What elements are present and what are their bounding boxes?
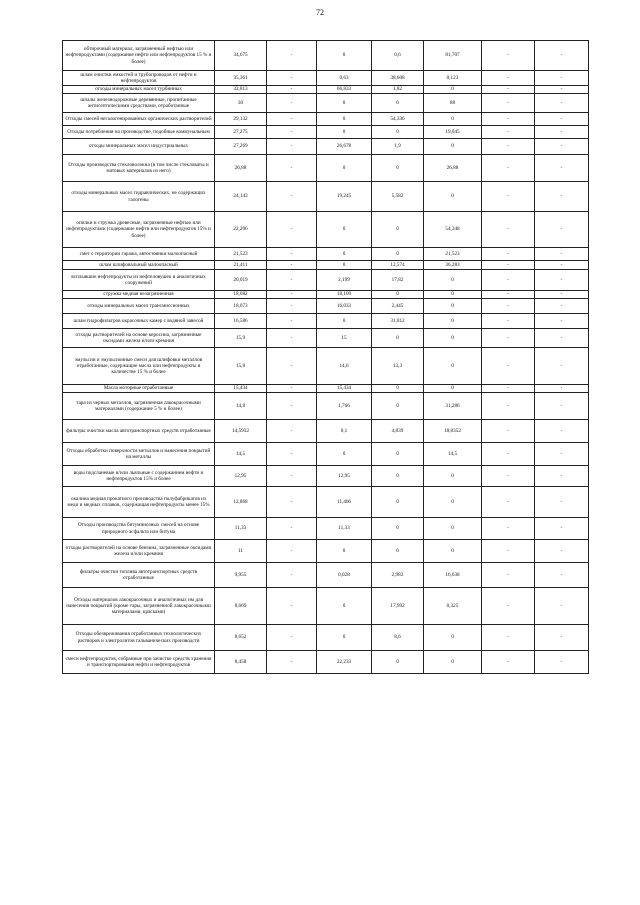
value-cell: 18,8352 [424, 420, 482, 443]
table-row [63, 86, 589, 94]
value-cell: - [482, 487, 535, 518]
value-cell: - [267, 126, 317, 139]
value-cell: - [535, 348, 589, 385]
value-cell: 27,275 [215, 126, 267, 139]
value-cell: 0 [317, 41, 372, 71]
value-cell: 36,283 [424, 261, 482, 270]
value-cell: - [482, 314, 535, 329]
waste-name-cell: Масла моторные отработанные [63, 385, 215, 393]
value-cell: 15,434 [215, 385, 267, 393]
waste-name-cell: Отходы обезвреживания отработанных технологических растворов и электролитов гальванических производств [63, 625, 215, 651]
table-row [63, 41, 589, 71]
table-row [63, 348, 589, 385]
value-cell: 0 [424, 113, 482, 126]
value-cell: 16,586 [215, 314, 267, 329]
value-cell: - [482, 248, 535, 261]
waste-name-cell: Отходы обработки поверхности металлов и нанесения покрытий на металлы [63, 443, 215, 466]
value-cell: 0 [372, 385, 424, 393]
waste-table [62, 40, 589, 674]
value-cell: 0 [424, 651, 482, 674]
value-cell: - [535, 248, 589, 261]
value-cell: 0 [424, 329, 482, 348]
value-cell: - [482, 588, 535, 625]
value-cell: - [482, 155, 535, 182]
value-cell: 0 [372, 155, 424, 182]
value-cell: 0 [317, 126, 372, 139]
value-cell: 19,245 [317, 182, 372, 212]
value-cell: - [535, 71, 589, 86]
value-cell: - [535, 182, 589, 212]
value-cell: 22,233 [317, 651, 372, 674]
table-row [63, 563, 589, 588]
table-row [63, 540, 589, 563]
table-row [63, 113, 589, 126]
value-cell: 0 [317, 248, 372, 261]
value-cell: 0 [424, 182, 482, 212]
value-cell: - [535, 155, 589, 182]
value-cell: - [267, 393, 317, 420]
value-cell: 0 [317, 443, 372, 466]
value-cell: - [267, 113, 317, 126]
value-cell: 0,028 [317, 563, 372, 588]
value-cell: 18,109 [317, 291, 372, 299]
waste-name-cell: опилки и стружка древесные, загрязненные нефтью или нефтепродуктами (содержание нефти или нефтепродуктов 15% и более) [63, 212, 215, 248]
value-cell: - [535, 540, 589, 563]
table-row [63, 261, 589, 270]
table-row [63, 385, 589, 393]
value-cell: - [482, 113, 535, 126]
value-cell: - [535, 86, 589, 94]
value-cell: 0 [372, 248, 424, 261]
waste-name-cell: смет с территории гаража, автостоянки малоопасный [63, 248, 215, 261]
value-cell: - [482, 139, 535, 155]
table-row [63, 248, 589, 261]
value-cell: 0 [372, 487, 424, 518]
value-cell: 15,9 [215, 329, 267, 348]
value-cell: 0 [424, 314, 482, 329]
value-cell: - [482, 563, 535, 588]
value-cell: 21,523 [424, 248, 482, 261]
value-cell: 31,812 [372, 314, 424, 329]
value-cell: 0 [372, 518, 424, 540]
value-cell: - [482, 86, 535, 94]
value-cell: - [482, 261, 535, 270]
value-cell: - [482, 420, 535, 443]
value-cell: 18,082 [215, 291, 267, 299]
value-cell: 29,132 [215, 113, 267, 126]
value-cell: 26,88 [215, 155, 267, 182]
value-cell: - [482, 299, 535, 314]
table-row [63, 71, 589, 86]
waste-name-cell: фильтры очистки топлива автотранспортных средств отработанные [63, 563, 215, 588]
value-cell: 0 [372, 291, 424, 299]
value-cell: 0 [424, 139, 482, 155]
value-cell: - [535, 291, 589, 299]
value-cell: - [535, 563, 589, 588]
value-cell: 14,8 [215, 393, 267, 420]
page-number: 72 [316, 8, 324, 17]
value-cell: 15 [317, 329, 372, 348]
value-cell: 1,9 [372, 139, 424, 155]
value-cell: 0,123 [424, 71, 482, 86]
value-cell: - [267, 443, 317, 466]
value-cell: - [482, 540, 535, 563]
table-row [63, 518, 589, 540]
value-cell: - [267, 466, 317, 487]
table-row [63, 139, 589, 155]
value-cell: 0,63 [317, 71, 372, 86]
value-cell: - [482, 348, 535, 385]
value-cell: - [535, 420, 589, 443]
value-cell: 0 [424, 518, 482, 540]
value-cell: - [482, 385, 535, 393]
value-cell: 8,652 [215, 625, 267, 651]
value-cell: - [267, 588, 317, 625]
value-cell: 0 [424, 540, 482, 563]
waste-name-cell: Отходы производства битуминозных смесей на основе природного асфальта или битума [63, 518, 215, 540]
value-cell: 0 [424, 625, 482, 651]
waste-name-cell: тара из черных металлов, загрязненная лакокрасочными материалами (содержание 5 % и более) [63, 393, 215, 420]
waste-name-cell: воды подсланевые и/или льяльные с содержанием нефти и нефтепродуктов 15% и более [63, 466, 215, 487]
value-cell: 0 [424, 270, 482, 291]
value-cell: 0 [317, 113, 372, 126]
waste-name-cell: шлам очистки емкостей и трубопроводов от нефти и нефтепродуктов [63, 71, 215, 86]
value-cell: 0 [424, 291, 482, 299]
value-cell: 0 [317, 540, 372, 563]
value-cell: - [535, 466, 589, 487]
value-cell: 9,955 [215, 563, 267, 588]
value-cell: 12,95 [317, 466, 372, 487]
value-cell: - [267, 625, 317, 651]
value-cell: 0 [317, 314, 372, 329]
value-cell: 0 [317, 625, 372, 651]
value-cell: 16,638 [424, 563, 482, 588]
value-cell: 0 [372, 126, 424, 139]
waste-name-cell: Отходы производства стекловолокна (в том числе стекловаты и матовых материалов из него) [63, 155, 215, 182]
waste-name-cell: отходы растворителей на основе керосина, загрязненные оксидами железа и/или кремния [63, 329, 215, 348]
table-row [63, 212, 589, 248]
value-cell: 0 [317, 155, 372, 182]
value-cell: 88 [424, 94, 482, 113]
value-cell: 26,88 [424, 155, 482, 182]
value-cell: - [267, 261, 317, 270]
waste-name-cell: отходы минеральных масел турбинных [63, 86, 215, 94]
value-cell: - [267, 41, 317, 71]
value-cell: 0 [372, 466, 424, 487]
table-row [63, 270, 589, 291]
waste-name-cell: эмульсии и эмульсионные смеси для шлифовки металлов отработанные, содержащие масла или нефтепродукты в количестве 15 % и более [63, 348, 215, 385]
value-cell: 0 [372, 651, 424, 674]
value-cell: 12,868 [215, 487, 267, 518]
waste-name-cell: отходы минеральных масел трансмиссионных [63, 299, 215, 314]
table-row [63, 182, 589, 212]
value-cell: - [535, 651, 589, 674]
value-cell: 21,523 [215, 248, 267, 261]
value-cell: - [267, 487, 317, 518]
value-cell: 5,582 [372, 182, 424, 212]
waste-name-cell: отходы растворителей на основе бензина, загрязненные оксидами железа и/или кремния [63, 540, 215, 563]
value-cell: 54,348 [424, 212, 482, 248]
value-cell: 0 [372, 443, 424, 466]
value-cell: 11 [215, 540, 267, 563]
value-cell: 14,5 [215, 443, 267, 466]
value-cell: 26,678 [317, 139, 372, 155]
value-cell: - [482, 625, 535, 651]
waste-name-cell: всплывшие нефтепродукты из нефтеловушек и аналогичных сооружений [63, 270, 215, 291]
value-cell: - [267, 329, 317, 348]
value-cell: - [535, 212, 589, 248]
value-cell: 0 [424, 86, 482, 94]
value-cell: - [482, 270, 535, 291]
table-row [63, 314, 589, 329]
value-cell: 2,199 [317, 270, 372, 291]
value-cell: - [535, 393, 589, 420]
value-cell: 11,33 [317, 518, 372, 540]
value-cell: - [267, 385, 317, 393]
value-cell: 81,707 [424, 41, 482, 71]
waste-name-cell: отходы минеральных масел гидравлических, не содержащих галогены [63, 182, 215, 212]
value-cell: 2,445 [372, 299, 424, 314]
value-cell: 21,411 [215, 261, 267, 270]
value-cell: 24,143 [215, 182, 267, 212]
value-cell: 14,5 [424, 443, 482, 466]
value-cell: 30 [215, 94, 267, 113]
value-cell: 1,82 [372, 86, 424, 94]
value-cell: - [535, 487, 589, 518]
value-cell: - [267, 348, 317, 385]
value-cell: 0 [424, 487, 482, 518]
value-cell: 15,8 [215, 348, 267, 385]
value-cell: 22,206 [215, 212, 267, 248]
value-cell: 15,434 [317, 385, 372, 393]
value-cell: 8,669 [215, 588, 267, 625]
value-cell: 0 [424, 385, 482, 393]
value-cell: - [482, 518, 535, 540]
value-cell: - [482, 651, 535, 674]
value-cell: 4,839 [372, 420, 424, 443]
value-cell: - [267, 651, 317, 674]
value-cell: 0 [372, 540, 424, 563]
value-cell: - [267, 314, 317, 329]
table-row [63, 466, 589, 487]
value-cell: - [482, 41, 535, 71]
waste-name-cell: Отходы материалов лакокрасочных и аналогичных им для нанесения покрытий (кроме тары, загрязненной лакокрасочными материалами, красками) [63, 588, 215, 625]
value-cell: 8,458 [215, 651, 267, 674]
value-cell: - [482, 393, 535, 420]
value-cell: - [535, 443, 589, 466]
waste-name-cell: отходы минеральных масел индустриальных [63, 139, 215, 155]
value-cell: 11,466 [317, 487, 372, 518]
table-row [63, 393, 589, 420]
value-cell: 14,6 [317, 348, 372, 385]
value-cell: - [535, 625, 589, 651]
table-row [63, 420, 589, 443]
value-cell: 16,033 [317, 299, 372, 314]
value-cell: - [535, 270, 589, 291]
table-row [63, 443, 589, 466]
value-cell: 0 [424, 299, 482, 314]
table-row [63, 155, 589, 182]
value-cell: 0 [424, 466, 482, 487]
value-cell: - [482, 182, 535, 212]
value-cell: - [267, 299, 317, 314]
waste-name-cell: шлам гидрофильтров окрасочных камер с водяной завесой [63, 314, 215, 329]
value-cell: - [267, 155, 317, 182]
value-cell: - [267, 248, 317, 261]
waste-name-cell: фильтры очистки масла автотранспортных средств отработанные [63, 420, 215, 443]
value-cell: - [267, 291, 317, 299]
value-cell: 12,574 [372, 261, 424, 270]
value-cell: - [535, 41, 589, 71]
table-row [63, 94, 589, 113]
value-cell: 0 [372, 94, 424, 113]
value-cell: - [267, 212, 317, 248]
waste-name-cell: шлам шлифовальный малоопасный [63, 261, 215, 270]
value-cell: 0 [317, 212, 372, 248]
waste-name-cell: стружка медная незагрязненная [63, 291, 215, 299]
value-cell: 0 [372, 329, 424, 348]
value-cell: 8,6 [372, 625, 424, 651]
value-cell: - [267, 139, 317, 155]
value-cell: - [535, 94, 589, 113]
value-cell: - [535, 588, 589, 625]
value-cell: 0,6 [372, 41, 424, 71]
value-cell: - [482, 329, 535, 348]
value-cell: - [482, 291, 535, 299]
value-cell: - [267, 182, 317, 212]
value-cell: - [482, 212, 535, 248]
value-cell: - [535, 113, 589, 126]
value-cell: - [535, 518, 589, 540]
value-cell: 12,95 [215, 466, 267, 487]
value-cell: - [535, 126, 589, 139]
waste-name-cell: окалина медная прокатного производства полуфабрикатов из меди и медных сплавов, содержащая нефтепродукты менее 15% [63, 487, 215, 518]
value-cell: 0 [424, 348, 482, 385]
waste-name-cell: Отходы смесей негалогенированных органических растворителей [63, 113, 215, 126]
table-row [63, 329, 589, 348]
table-row [63, 299, 589, 314]
value-cell: - [535, 261, 589, 270]
value-cell: - [267, 563, 317, 588]
value-cell: 0 [372, 212, 424, 248]
table-row [63, 651, 589, 674]
value-cell: - [535, 139, 589, 155]
value-cell: - [482, 466, 535, 487]
table-row [63, 625, 589, 651]
value-cell: 17,82 [372, 270, 424, 291]
value-cell: - [535, 314, 589, 329]
value-cell: 17,992 [372, 588, 424, 625]
value-cell: 0 [317, 94, 372, 113]
value-cell: - [267, 518, 317, 540]
value-cell: 20,019 [215, 270, 267, 291]
table-row [63, 126, 589, 139]
value-cell: 1,766 [317, 393, 372, 420]
value-cell: 0 [317, 588, 372, 625]
value-cell: 34,675 [215, 41, 267, 71]
waste-name-cell: смеси нефтепродуктов, собранные при зачистке средств хранения и транспортирования нефти и нефтепродуктов [63, 651, 215, 674]
value-cell: 38,608 [372, 71, 424, 86]
value-cell: 14,5932 [215, 420, 267, 443]
value-cell: - [535, 329, 589, 348]
value-cell: 0,325 [424, 588, 482, 625]
value-cell: - [482, 71, 535, 86]
waste-name-cell: обтирочный материал, загрязненный нефтью или нефтепродуктами (содержание нефти или нефтепродуктов 15 % и более) [63, 41, 215, 71]
value-cell: 19,045 [424, 126, 482, 139]
value-cell: - [267, 71, 317, 86]
value-cell: 0 [372, 393, 424, 420]
value-cell: 0 [317, 261, 372, 270]
value-cell: - [267, 94, 317, 113]
table-row [63, 291, 589, 299]
value-cell: - [267, 270, 317, 291]
value-cell: - [482, 443, 535, 466]
waste-name-cell: Отходы потребления на производстве, подобные коммунальным [63, 126, 215, 139]
value-cell: - [535, 299, 589, 314]
value-cell: 0,1 [317, 420, 372, 443]
value-cell: - [482, 94, 535, 113]
value-cell: 13,3 [372, 348, 424, 385]
table-row [63, 487, 589, 518]
value-cell: - [267, 420, 317, 443]
value-cell: 35,361 [215, 71, 267, 86]
waste-name-cell: шпалы железнодорожные деревянные, пропитанные антисептическими средствами, отработанные [63, 94, 215, 113]
value-cell: 31,286 [424, 393, 482, 420]
value-cell: 27,269 [215, 139, 267, 155]
table-row [63, 588, 589, 625]
value-cell: 66,833 [317, 86, 372, 94]
value-cell: - [535, 385, 589, 393]
value-cell: 54,336 [372, 113, 424, 126]
value-cell: 2,983 [372, 563, 424, 588]
value-cell: - [482, 126, 535, 139]
value-cell: 11,33 [215, 518, 267, 540]
value-cell: 32,813 [215, 86, 267, 94]
value-cell: - [267, 540, 317, 563]
value-cell: 18,073 [215, 299, 267, 314]
value-cell: - [267, 86, 317, 94]
